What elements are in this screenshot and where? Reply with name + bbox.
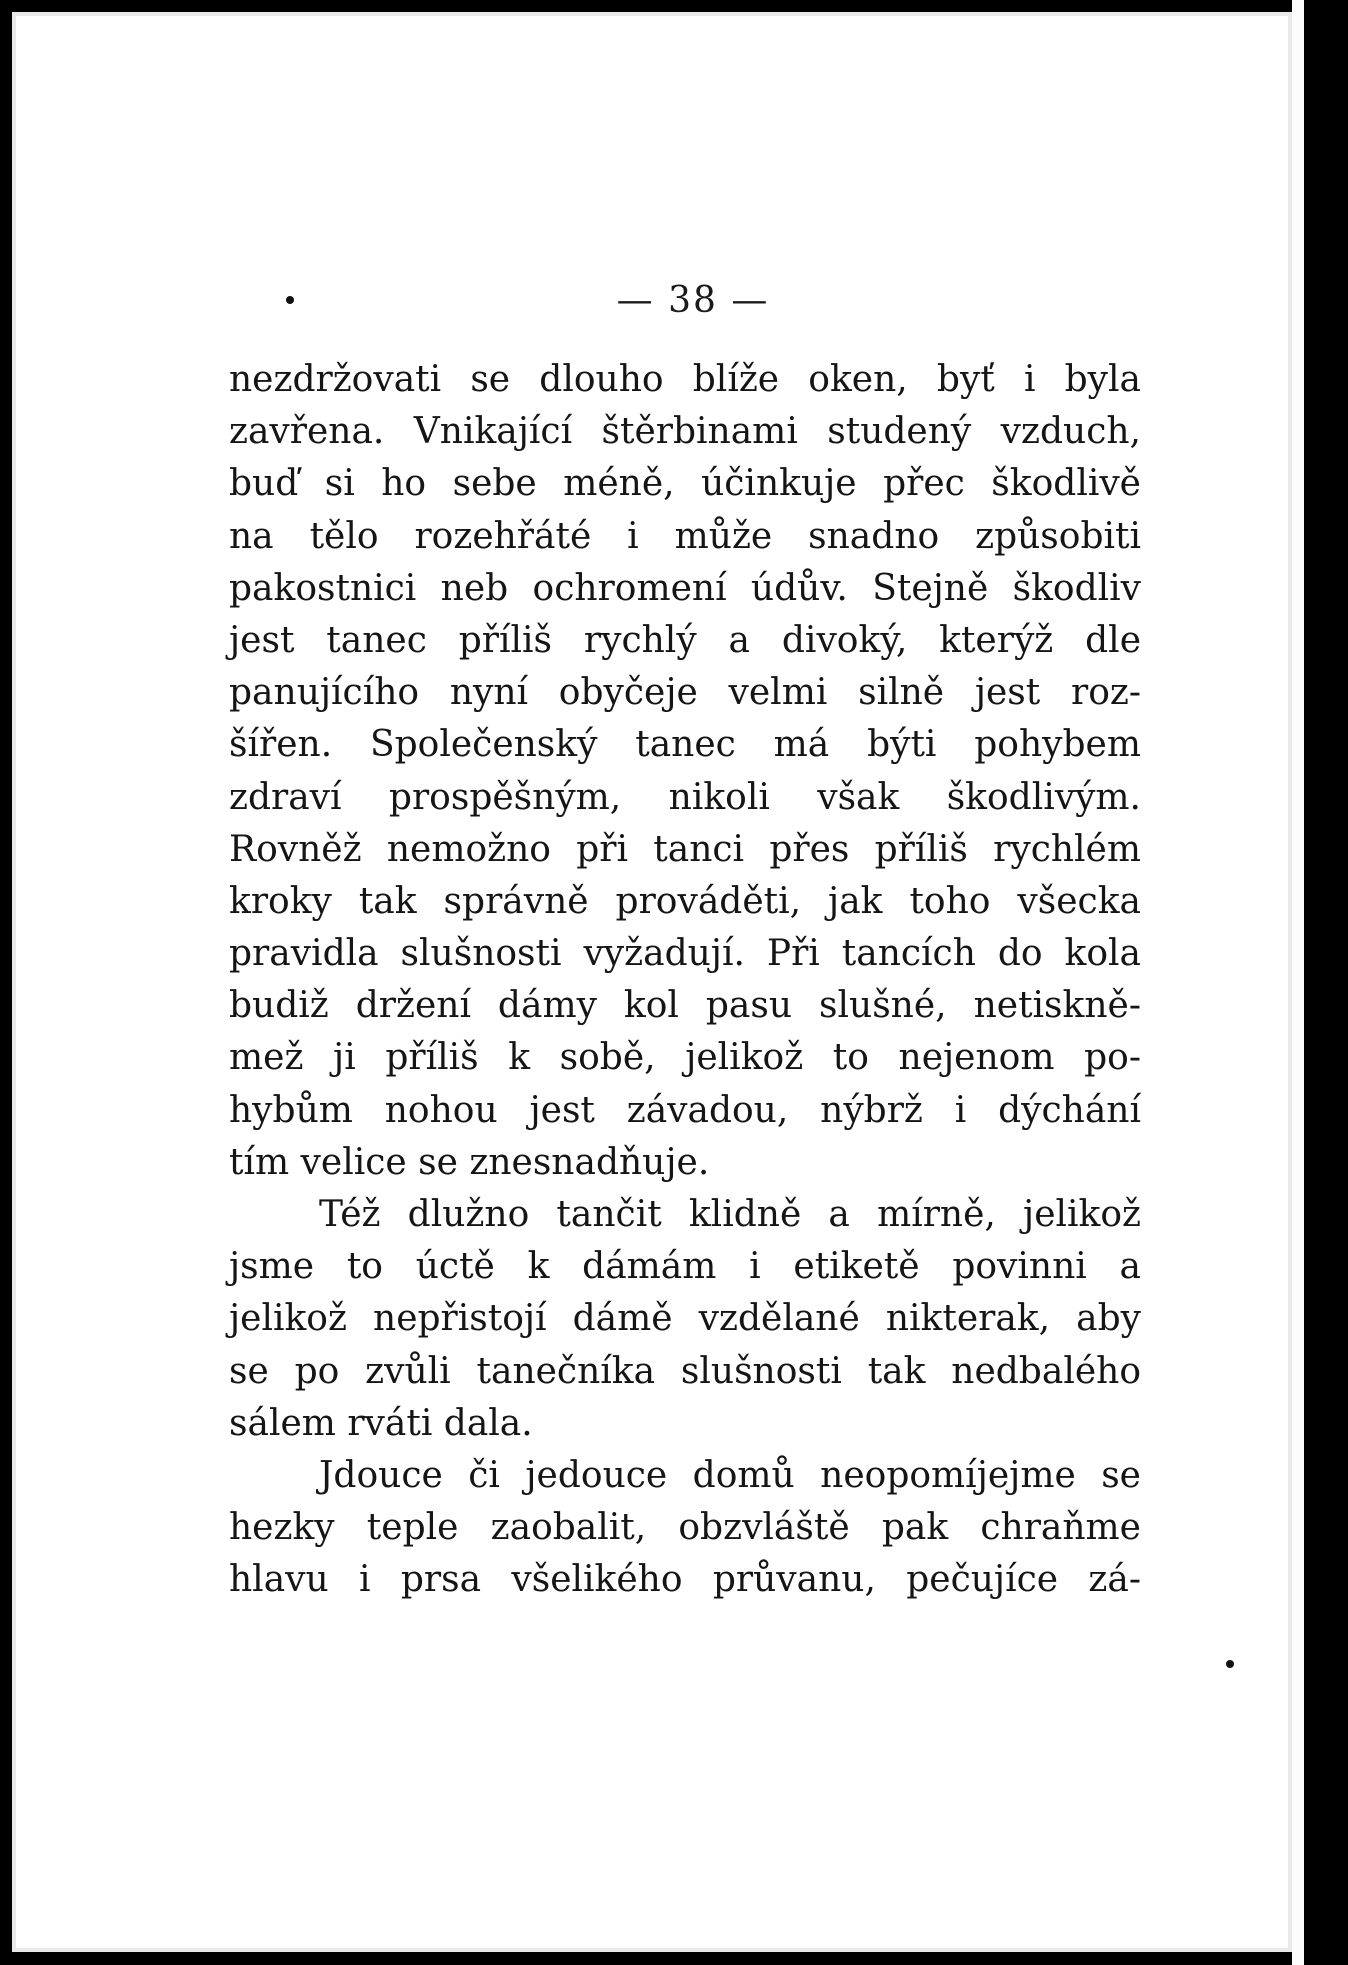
text-line: zdraví prospěšným, nikoli však škodlivým.: [229, 776, 1141, 818]
text-line: šířen. Společenský tanec má býti pohybem: [229, 724, 1141, 766]
text-line: budiž držení dámy kol pasu slušné, netiskně-: [229, 985, 1141, 1027]
page-edge: [1292, 0, 1304, 1965]
text-line: jsme to úctě k dámám i etiketě povinni a: [229, 1246, 1141, 1288]
text-line: pakostnici neb ochromení údův. Stejně škodliv: [229, 567, 1141, 609]
text-line: hybům nohou jest závadou, nýbrž i dýchání: [229, 1089, 1141, 1131]
text-line: se po zvůli tanečníka slušnosti tak nedbalého: [229, 1350, 1141, 1392]
scan-gutter: [1304, 0, 1348, 1965]
text-line: Též dlužno tančit klidně a mírně, jelikož: [319, 1194, 1141, 1235]
text-line: na tělo rozehřáté i může snadno způsobiti: [229, 515, 1141, 557]
body-text: [229, 354, 1141, 1607]
ink-speck: [286, 296, 294, 304]
text-line: sálem rváti dala.: [229, 1402, 533, 1444]
text-line: hezky teple zaobalit, obzvláště pak chraňme: [229, 1507, 1141, 1549]
text-line: hlavu i prsa všelikého průvanu, pečujíce zá-: [229, 1559, 1141, 1601]
ink-speck: [1226, 1660, 1234, 1668]
text-line: panujícího nyní obyčeje velmi silně jest roz-: [229, 672, 1141, 714]
text-line: tím velice se znesnadňuje.: [229, 1141, 710, 1183]
text-line: jelikož nepřistojí dámě vzdělané nikterak, aby: [229, 1298, 1141, 1340]
text-line: nezdržovati se dlouho blíže oken, byť i byla: [229, 359, 1141, 400]
text-line: mež ji příliš k sobě, jelikož to nejenom po-: [229, 1037, 1141, 1079]
text-line: pravidla slušnosti vyžadují. Při tancích do kola: [229, 933, 1141, 975]
text-line: zavřena. Vnikající štěrbinami studený vzduch,: [229, 411, 1141, 453]
text-line: buď si ho sebe méně, účinkuje přec škodlivě: [229, 463, 1141, 505]
page-number: — 38 —: [616, 280, 770, 321]
text-line: Jdouce či jedouce domů neopomíjejme se: [319, 1454, 1141, 1496]
text-line: jest tanec příliš rychlý a divoký, kterýž dle: [229, 619, 1141, 661]
text-line: kroky tak správně prováděti, jak toho všecka: [229, 880, 1141, 922]
text-line: Rovněž nemožno při tanci přes příliš rychlém: [229, 828, 1141, 870]
